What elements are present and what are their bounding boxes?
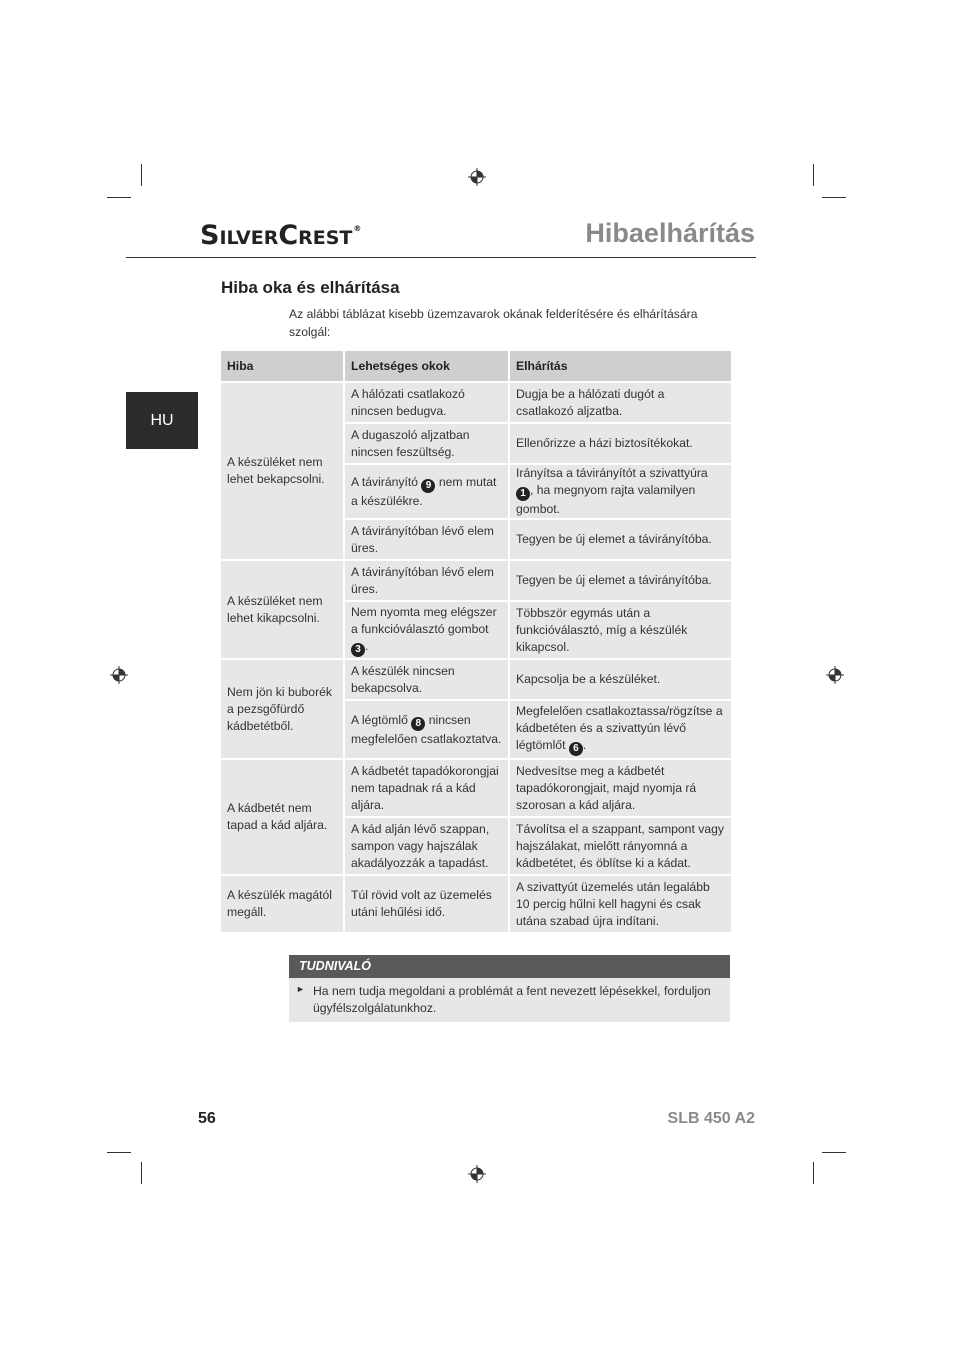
fix-cell: Ellenőrizze a házi biztosítékokat. bbox=[509, 423, 732, 464]
table-row bbox=[221, 382, 732, 423]
table-header-row bbox=[221, 351, 732, 382]
section-intro: Az alábbi táblázat kisebb üzemzavarok okának felderítésére és elhárítására szolgál: bbox=[289, 307, 698, 339]
problem-cell: A kádbetét nem tapad a kád aljára. bbox=[221, 759, 344, 875]
cause-cell: A készülék nincsen bekapcsolva. bbox=[344, 659, 509, 700]
cause-cell: A távirányítóban lévő elem üres. bbox=[344, 519, 509, 560]
fix-cell: Irányítsa a távirányítót a szivattyúra 1 , ha megnyom rajta valamilyen gombot. bbox=[509, 464, 732, 519]
table-row bbox=[221, 659, 732, 700]
cause-cell: A kád alján lévő szappan, sampon vagy hajszálak akadályozzák a tapadást. bbox=[344, 817, 509, 875]
note-title: TUDNIVALÓ bbox=[289, 955, 730, 978]
part-number-badge: 1 bbox=[516, 487, 530, 501]
part-number-badge: 9 bbox=[421, 479, 435, 493]
cause-cell: Nem nyomta meg elégszer a funkcióválasztó gombot 3 . bbox=[344, 601, 509, 659]
problem-cell: A készüléket nem lehet bekapcsolni. bbox=[221, 382, 344, 560]
brand-logo: SilverCrest® bbox=[200, 220, 362, 251]
crop-mark bbox=[141, 1162, 142, 1184]
fix-cell: Többször egymás után a funkcióválasztó, míg a készülék kikapcsol. bbox=[509, 601, 732, 659]
cause-cell: A távirányító 9 nem mutat a készülékre. bbox=[344, 464, 509, 519]
fix-cell: Távolítsa el a szappant, sampont vagy hajszálakat, mielőtt rányomná a kádbetétet, és öblítse ki a kádat. bbox=[509, 817, 732, 875]
cause-cell: A hálózati csatlakozó nincsen bedugva. bbox=[344, 382, 509, 423]
cause-cell: A kádbetét tapadókorongjai nem tapadnak rá a kád aljára. bbox=[344, 759, 509, 817]
table-row bbox=[221, 759, 732, 817]
registration-mark-icon bbox=[468, 1165, 486, 1183]
fix-cell: Tegyen be új elemet a távirányítóba. bbox=[509, 560, 732, 601]
table-row bbox=[221, 560, 732, 601]
fix-cell: A szivattyút üzemelés után legalább 10 percig hűlni kell hagyni és csak utána szabad újra indítani. bbox=[509, 875, 732, 933]
model-number: SLB 450 A2 bbox=[667, 1110, 755, 1127]
arrow-right-icon: ► bbox=[296, 984, 305, 994]
page-number: 56 bbox=[198, 1110, 216, 1127]
crop-mark bbox=[813, 164, 814, 186]
fix-cell: Megfelelően csatlakoztassa/rögzítse a kádbetéten és a szivattyún lévő légtömlőt 6 . bbox=[509, 700, 732, 759]
page-title: Hibaelhárítás bbox=[585, 218, 755, 248]
table-row bbox=[221, 875, 732, 933]
crop-mark bbox=[107, 197, 131, 198]
column-header-fix: Elhárítás bbox=[509, 351, 732, 382]
note-text: Ha nem tudja megoldani a problémát a fent nevezett lépésekkel, forduljon ügyfélszolgálatunkhoz. bbox=[313, 984, 711, 1015]
fix-cell: Dugja be a hálózati dugót a csatlakozó aljzatba. bbox=[509, 382, 732, 423]
column-header-cause: Lehetséges okok bbox=[344, 351, 509, 382]
part-number-badge: 6 bbox=[569, 742, 583, 756]
registration-mark-icon bbox=[826, 666, 844, 684]
part-number-badge: 3 bbox=[351, 643, 365, 657]
cause-cell: A dugaszoló aljzatban nincsen feszültség. bbox=[344, 423, 509, 464]
fix-cell: Tegyen be új elemet a távirányítóba. bbox=[509, 519, 732, 560]
problem-cell: A készüléket nem lehet kikapcsolni. bbox=[221, 560, 344, 659]
cause-cell: Túl rövid volt az üzemelés utáni lehűlési idő. bbox=[344, 875, 509, 933]
column-header-problem: Hiba bbox=[221, 351, 344, 382]
crop-mark bbox=[822, 197, 846, 198]
fix-cell: Kapcsolja be a készüléket. bbox=[509, 659, 732, 700]
fix-cell: Nedvesítse meg a kádbetét tapadókorongjait, majd nyomja rá szorosan a kád aljára. bbox=[509, 759, 732, 817]
crop-mark bbox=[107, 1152, 131, 1153]
crop-mark bbox=[822, 1152, 846, 1153]
cause-cell: A légtömlő 8 nincsen megfelelően csatlakoztatva. bbox=[344, 700, 509, 759]
crop-mark bbox=[813, 1162, 814, 1184]
problem-cell: Nem jön ki buborék a pezsgőfürdő kádbetétből. bbox=[221, 659, 344, 759]
part-number-badge: 8 bbox=[411, 717, 425, 731]
language-tab: HU bbox=[126, 392, 198, 449]
crop-mark bbox=[141, 164, 142, 186]
problem-cell: A készülék magától megáll. bbox=[221, 875, 344, 933]
troubleshooting-table bbox=[221, 351, 733, 934]
section-title: Hiba oka és elhárítása bbox=[221, 278, 400, 297]
registration-mark-icon bbox=[110, 666, 128, 684]
header-divider bbox=[126, 257, 756, 258]
registration-mark-icon bbox=[468, 168, 486, 186]
cause-cell: A távirányítóban lévő elem üres. bbox=[344, 560, 509, 601]
